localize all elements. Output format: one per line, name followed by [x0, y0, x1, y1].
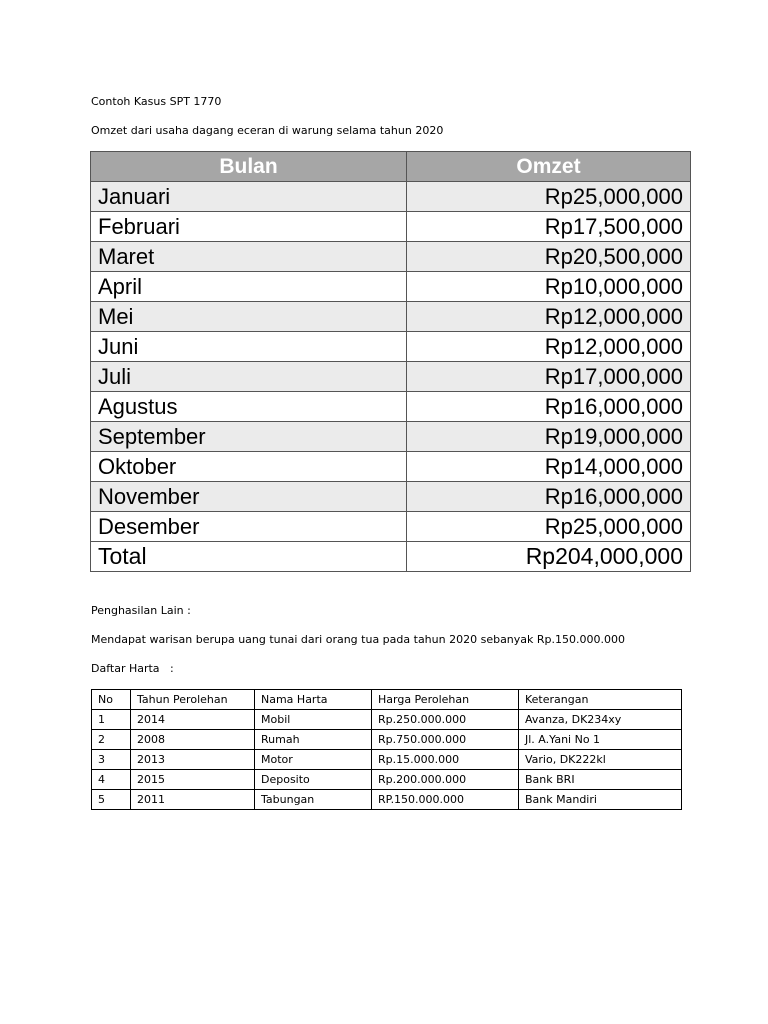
- tahun-cell: 2011: [131, 790, 255, 810]
- penghasilan-lain-heading: Penghasilan Lain :: [91, 604, 191, 617]
- omzet-cell: Rp25,000,000: [407, 512, 691, 542]
- harga-cell: Rp.15.000.000: [372, 750, 519, 770]
- omzet-cell: Rp17,000,000: [407, 362, 691, 392]
- table-row: [91, 422, 691, 452]
- table-row: [92, 750, 682, 770]
- header-tahun-perolehan: Tahun Perolehan: [131, 690, 255, 710]
- tahun-cell: 2015: [131, 770, 255, 790]
- month-cell: April: [91, 272, 407, 302]
- nama-cell: Tabungan: [255, 790, 372, 810]
- nama-cell: Mobil: [255, 710, 372, 730]
- header-keterangan: Keterangan: [519, 690, 682, 710]
- header-no: No: [92, 690, 131, 710]
- keterangan-cell: Vario, DK222kl: [519, 750, 682, 770]
- keterangan-cell: Avanza, DK234xy: [519, 710, 682, 730]
- table-row: [91, 392, 691, 422]
- omzet-cell: Rp20,500,000: [407, 242, 691, 272]
- no-cell: 2: [92, 730, 131, 750]
- total-value: Rp204,000,000: [407, 542, 691, 572]
- table-row: [92, 790, 682, 810]
- omzet-cell: Rp25,000,000: [407, 182, 691, 212]
- table-row: [91, 302, 691, 332]
- month-cell: September: [91, 422, 407, 452]
- month-cell: Oktober: [91, 452, 407, 482]
- nama-cell: Motor: [255, 750, 372, 770]
- harta-header-row: [92, 690, 682, 710]
- omzet-cell: Rp10,000,000: [407, 272, 691, 302]
- tahun-cell: 2008: [131, 730, 255, 750]
- no-cell: 3: [92, 750, 131, 770]
- harga-cell: Rp.200.000.000: [372, 770, 519, 790]
- document-subtitle: Omzet dari usaha dagang eceran di warung selama tahun 2020: [91, 124, 444, 137]
- omzet-cell: Rp19,000,000: [407, 422, 691, 452]
- month-cell: Juli: [91, 362, 407, 392]
- keterangan-cell: Bank BRI: [519, 770, 682, 790]
- omzet-cell: Rp17,500,000: [407, 212, 691, 242]
- total-row: [91, 542, 691, 572]
- keterangan-cell: Bank Mandiri: [519, 790, 682, 810]
- harga-cell: Rp.750.000.000: [372, 730, 519, 750]
- header-bulan: Bulan: [91, 152, 407, 182]
- table-row: [91, 362, 691, 392]
- document-title: Contoh Kasus SPT 1770: [91, 95, 222, 108]
- nama-cell: Deposito: [255, 770, 372, 790]
- omzet-table: [90, 151, 691, 572]
- daftar-harta-heading: Daftar Harta :: [91, 662, 174, 675]
- month-cell: Agustus: [91, 392, 407, 422]
- tahun-cell: 2013: [131, 750, 255, 770]
- omzet-cell: Rp16,000,000: [407, 482, 691, 512]
- month-cell: Desember: [91, 512, 407, 542]
- table-row: [91, 212, 691, 242]
- month-cell: November: [91, 482, 407, 512]
- nama-cell: Rumah: [255, 730, 372, 750]
- table-row: [91, 452, 691, 482]
- penghasilan-lain-text: Mendapat warisan berupa uang tunai dari orang tua pada tahun 2020 sebanyak Rp.150.000.000: [91, 633, 625, 646]
- month-cell: Februari: [91, 212, 407, 242]
- table-row: [91, 242, 691, 272]
- no-cell: 4: [92, 770, 131, 790]
- header-omzet: Omzet: [407, 152, 691, 182]
- tahun-cell: 2014: [131, 710, 255, 730]
- table-row: [92, 710, 682, 730]
- harta-table: [91, 689, 682, 810]
- month-cell: Maret: [91, 242, 407, 272]
- omzet-cell: Rp12,000,000: [407, 302, 691, 332]
- header-harga-perolehan: Harga Perolehan: [372, 690, 519, 710]
- table-row: [91, 512, 691, 542]
- month-cell: Januari: [91, 182, 407, 212]
- omzet-cell: Rp14,000,000: [407, 452, 691, 482]
- no-cell: 5: [92, 790, 131, 810]
- month-cell: Juni: [91, 332, 407, 362]
- omzet-cell: Rp16,000,000: [407, 392, 691, 422]
- keterangan-cell: Jl. A.Yani No 1: [519, 730, 682, 750]
- table-row: [92, 730, 682, 750]
- table-row: [92, 770, 682, 790]
- month-cell: Mei: [91, 302, 407, 332]
- omzet-cell: Rp12,000,000: [407, 332, 691, 362]
- omzet-header-row: [91, 152, 691, 182]
- harga-cell: RP.150.000.000: [372, 790, 519, 810]
- header-nama-harta: Nama Harta: [255, 690, 372, 710]
- table-row: [91, 482, 691, 512]
- table-row: [91, 272, 691, 302]
- table-row: [91, 332, 691, 362]
- no-cell: 1: [92, 710, 131, 730]
- table-row: [91, 182, 691, 212]
- total-label: Total: [91, 542, 407, 572]
- harga-cell: Rp.250.000.000: [372, 710, 519, 730]
